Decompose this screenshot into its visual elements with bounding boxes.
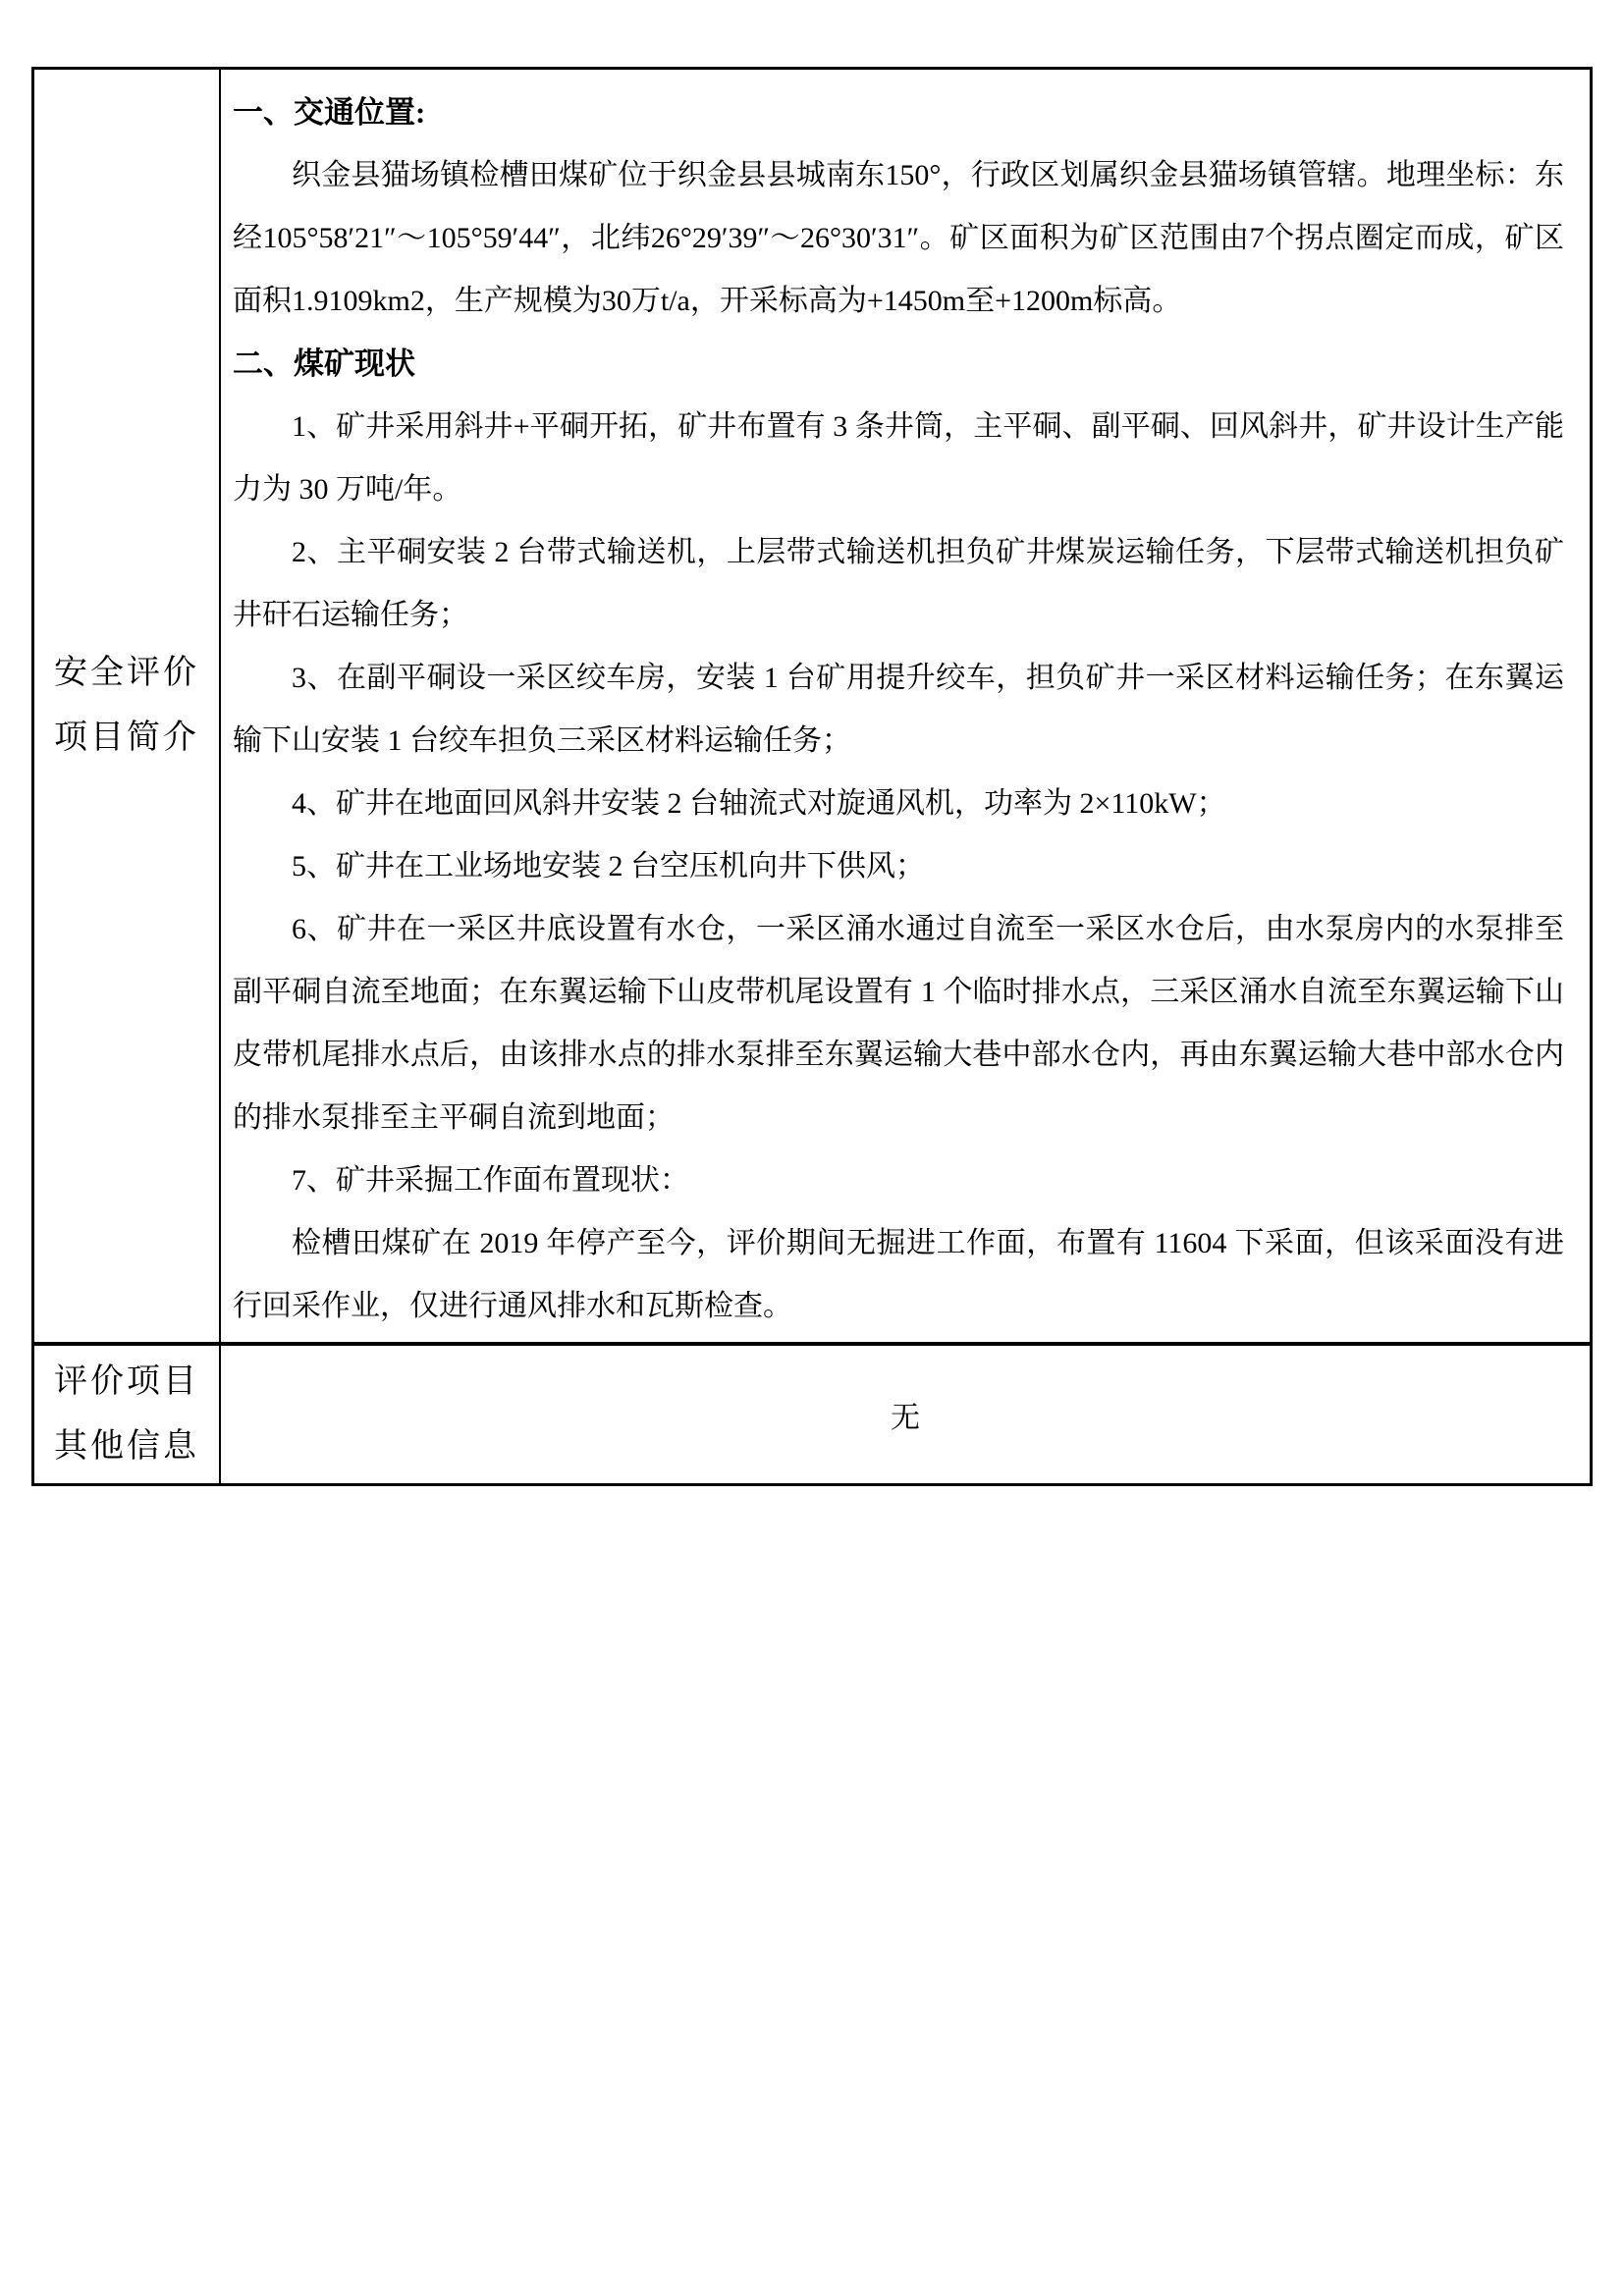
mine-status-item-7: 7、矿井采掘工作面布置现状：: [292, 1164, 689, 1197]
project-intro-content: [221, 70, 1590, 1346]
section-heading-traffic-location: 一、交通位置:: [233, 95, 426, 130]
mine-status-item-4: 4、矿井在地面回风斜井安装 2 台轴流式对旋通风机，功率为 2×110kW；: [292, 787, 1226, 820]
other-info-content: [221, 1346, 1590, 1483]
row-label-project-intro-line2: 项目简介: [54, 720, 199, 756]
row-label-project-intro-line1: 安全评价: [54, 655, 199, 691]
section-heading-mine-status: 二、煤矿现状: [233, 347, 415, 381]
row-label-other-info-line1: 评价项目: [54, 1363, 199, 1400]
paragraph-location: 织金县猫场镇检槽田煤矿位于织金县县城南东150°，行政区划属织金县猫场镇管辖。地理坐标：东经105°58′21″～105°59′44″，北纬26°29′39″～26°30′31″。矿区面积为矿区范围由7个拐点圈定而成，矿区面积1.9109km2，生产规模为30万t/a，开采标高为+1450m至+1200m标高。: [233, 159, 1564, 317]
mine-status-item-5: 5、矿井在工业场地安装 2 台空压机向井下供风；: [292, 850, 925, 882]
mine-status-item-1: 1、矿井采用斜井+平硐开拓，矿井布置有 3 条井筒，主平硐、副平硐、回风斜井，矿井设计生产能力为 30 万吨/年。: [233, 410, 1564, 506]
mine-status-item-2: 2、主平硐安装 2 台带式输送机，上层带式输送机担负矿井煤炭运输任务，下层带式输送机担负矿井矸石运输任务；: [233, 536, 1564, 631]
row-label-other-info-line2: 其他信息: [54, 1428, 199, 1465]
mine-status-item-3: 3、在副平硐设一采区绞车房，安装 1 台矿用提升绞车，担负矿井一采区材料运输任务；在东翼运输下山安装 1 台绞车担负三采区材料运输任务；: [233, 662, 1564, 757]
paragraph-working-face-status: 检槽田煤矿在 2019 年停产至今，评价期间无掘进工作面，布置有 11604 下采面，但该采面没有进行回采作业，仅进行通风排水和瓦斯检查。: [233, 1227, 1564, 1322]
mine-status-item-6: 6、矿井在一采区井底设置有水仓，一采区涌水通过自流至一采区水仓后，由水泵房内的水泵排至副平硐自流至地面；在东翼运输下山皮带机尾设置有 1 个临时排水点，三采区涌水自流至东翼运输下山皮带机尾排水点后，由该排水点的排水泵排至东翼运输大巷中部水仓内，再由东翼运输大巷中部水仓内的排水泵排至主平硐自流到地面；: [233, 913, 1564, 1134]
evaluation-table: [31, 67, 1593, 1486]
other-info-value: 无: [891, 1402, 920, 1434]
row-label-other-info: [34, 1346, 221, 1483]
row-label-project-intro: [34, 70, 221, 1346]
